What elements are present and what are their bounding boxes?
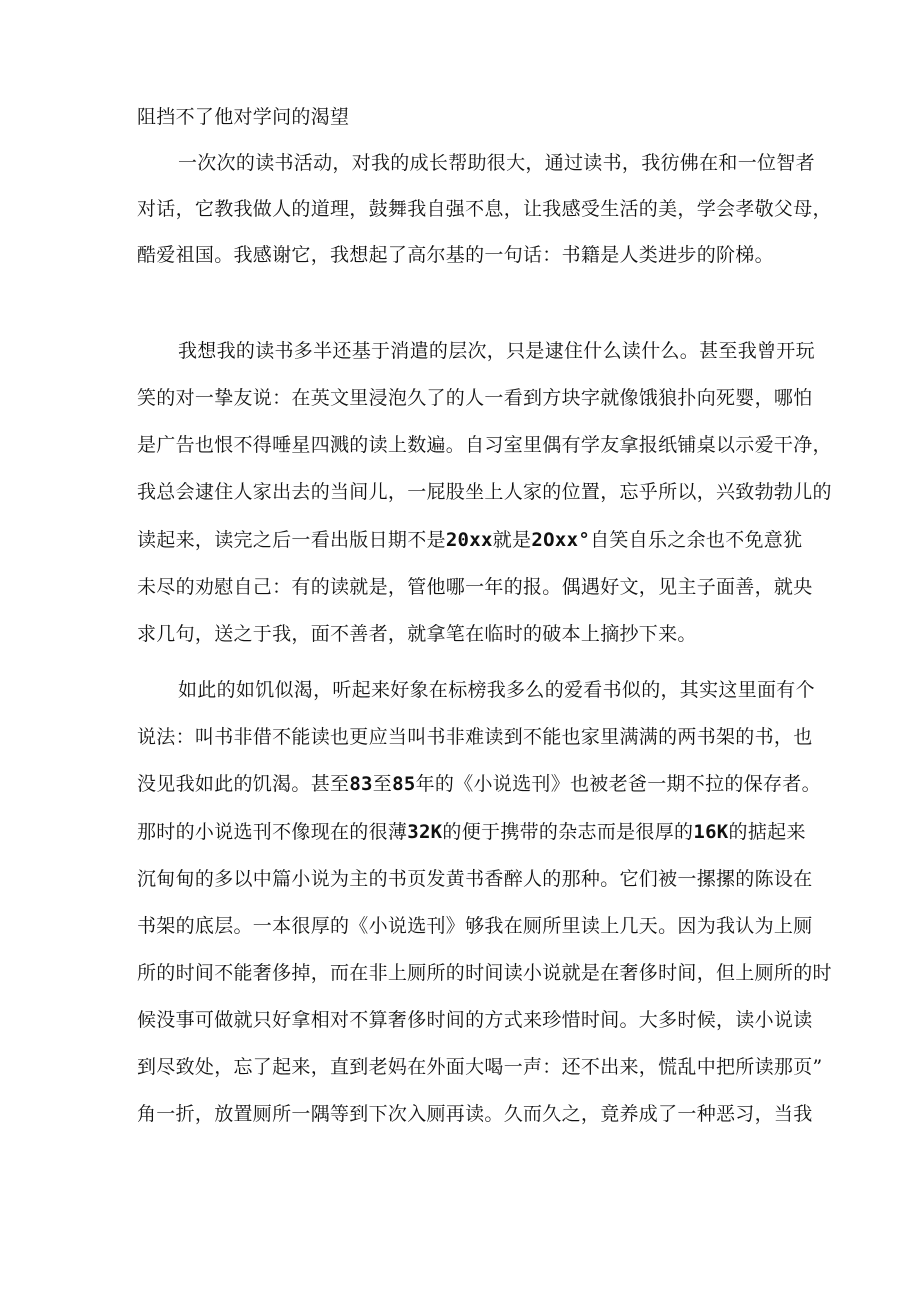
year-value-2: 2Oxx° bbox=[531, 529, 591, 551]
paragraph-3-line-6: 书架的底层。一本很厚的《小说选刊》够我在厕所里读上几天。因为我认为上厕 bbox=[137, 915, 813, 937]
paragraph-3-line-9: 到尽致处，忘了起来，直到老妈在外面大喝一声：还不出来，慌乱中把所读那页” bbox=[137, 1056, 823, 1078]
year-83: 83 bbox=[349, 773, 373, 795]
paragraph-3-line-4-text-c: 的掂起来 bbox=[728, 821, 806, 843]
paragraph-3-line-4-text-b: 的便于携带的杂志而是很厚的 bbox=[442, 821, 694, 843]
paragraph-3-line-4-text-a: 那时的小说选刊不像现在的很薄 bbox=[137, 821, 408, 843]
format-32k: 32K bbox=[407, 821, 443, 843]
paragraph-3-line-10: 角一折，放置厕所一隅等到下次入厕再读。久而久之，竟养成了一种恶习，当我 bbox=[137, 1103, 813, 1125]
paragraph-3-line-3-text-c: 年的《小说选刊》也被老爸一期不拉的保存者。 bbox=[415, 773, 821, 795]
paragraph-2-line-5 bbox=[137, 528, 802, 552]
paragraph-3-line-4 bbox=[137, 820, 806, 844]
paragraph-1-line-3: 酷爱祖国。我感谢它，我想起了高尔基的一句话：书籍是人类进步的阶梯。 bbox=[137, 244, 774, 266]
paragraph-1-line-1: 一次次的读书活动，对我的成长帮助很大，通过读书，我彷佛在和一位智者 bbox=[178, 152, 815, 174]
paragraph-2-line-4: 我总会逮住人家出去的当间儿，一屁股坐上人家的位置，忘乎所以，兴致勃勃儿的 bbox=[137, 481, 832, 503]
paragraph-3-line-2: 说法：叫书非借不能读也更应当叫书非难读到不能也家里满满的两书架的书，也 bbox=[137, 726, 813, 748]
paragraph-2-line-5-text-a: 读起来，读完之后一看出版日期不是 bbox=[137, 529, 446, 551]
paragraph-2-line-6: 未尽的劝慰自己：有的读就是，管他哪一年的报。偶遇好文，见主子面善，就央 bbox=[137, 576, 813, 598]
paragraph-3-line-3-text-b: 至 bbox=[372, 773, 393, 795]
year-value-1: 20xx bbox=[445, 529, 493, 551]
paragraph-2-line-1: 我想我的读书多半还基于消遣的层次，只是逮住什么读什么。甚至我曾开玩 bbox=[178, 340, 815, 362]
paragraph-3-line-3-text-a: 没见我如此的饥渴。甚至 bbox=[137, 773, 350, 795]
paragraph-3-line-8: 候没事可做就只好拿相对不算奢侈时间的方式来珍惜时间。大多时候，读小说读 bbox=[137, 1009, 813, 1031]
paragraph-2-line-5-text-c: 自笑自乐之余也不免意犹 bbox=[590, 529, 803, 551]
paragraph-2-line-2: 笑的对一挚友说：在英文里浸泡久了的人一看到方块字就像饿狼扑向死婴，哪怕 bbox=[137, 387, 813, 409]
paragraph-1-line-2: 对话，它教我做人的道理，鼓舞我自强不息，让我感受生活的美，学会孝敬父母， bbox=[137, 198, 832, 220]
paragraph-3-line-3 bbox=[137, 772, 821, 796]
intro-line-1: 阻挡不了他对学问的渴望 bbox=[137, 106, 350, 128]
paragraph-3-line-7: 所的时间不能奢侈掉，而在非上厕所的时间读小说就是在奢侈时间，但上厕所的时 bbox=[137, 962, 832, 984]
paragraph-2-line-5-text-b: 就是 bbox=[492, 529, 532, 551]
paragraph-2-line-7: 求几句，送之于我，面不善者，就拿笔在临时的破本上摘抄下来。 bbox=[137, 623, 697, 645]
paragraph-3-line-1: 如此的如饥似渴，听起来好象在标榜我多么的爱看书似的，其实这里面有个 bbox=[178, 679, 815, 701]
paragraph-3-line-5: 沉甸甸的多以中篇小说为主的书页发黄书香醉人的那种。它们被一摞摞的陈设在 bbox=[137, 868, 813, 890]
format-16k: 16K bbox=[693, 821, 729, 843]
paragraph-2-line-3: 是广告也恨不得唾星四溅的读上数遍。自习室里偶有学友拿报纸铺桌以示爱干净， bbox=[137, 434, 832, 456]
year-85: 85 bbox=[392, 773, 416, 795]
